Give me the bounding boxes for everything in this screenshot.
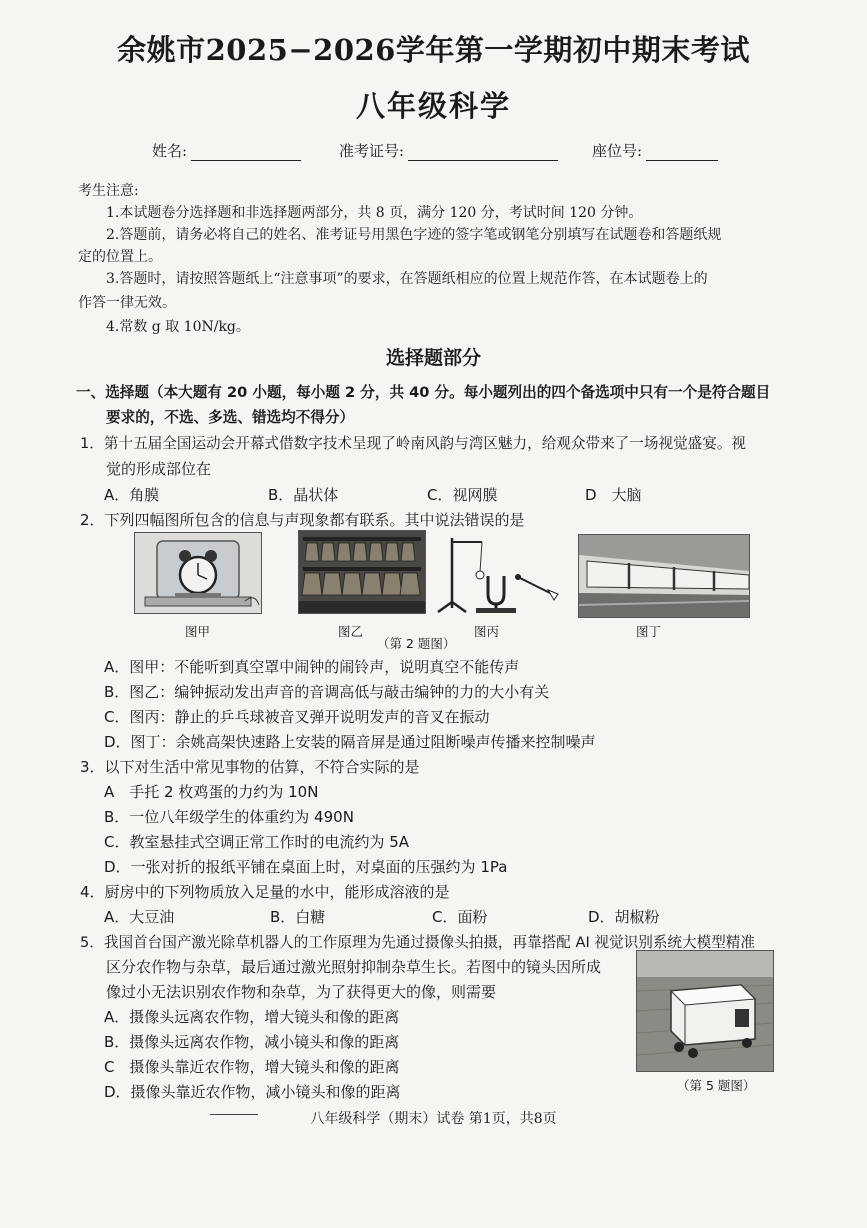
q1-stem: 1．第十五届全国运动会开幕式借数字技术呈现了岭南风韵与湾区魅力，给观众带来了一场视觉盛宴。视 [80, 435, 747, 452]
exam-id-label: 准考证号: [339, 142, 405, 160]
part-heading: 一、选择题（本大题有 20 小题，每小题 2 分，共 40 分。每小题列出的四个备选项中只有一个是符合题目 [76, 384, 771, 401]
q3-option-d: D．一张对折的报纸平铺在桌面上时，对桌面的压强约为 1Pa [104, 858, 508, 876]
q1-option-d: D 大脑 [585, 486, 642, 504]
exam-title: 余姚市2025−2026学年第一学期初中期末考试 [117, 33, 750, 67]
q5-stem-cont: 区分农作物与杂草，最后通过激光照射抑制杂草生长。若图中的镜头因所成 [106, 958, 602, 976]
figure-yi-label: 图乙 [338, 624, 364, 639]
figure-q5-robot [636, 950, 774, 1072]
figure-ding-label: 图丁 [636, 624, 662, 639]
section-title: 选择题部分 [385, 347, 481, 369]
notice-item: 2.答题前，请务必将自己的姓名、准考证号用黑色字迹的签字笔或钢笔分别填写在试题卷和答题纸规 [106, 227, 722, 243]
q5-stem-cont2: 像过小无法识别农作物和杂草，为了获得更大的像，则需要 [106, 983, 497, 1001]
name-field [152, 140, 301, 161]
figure-jia-label: 图甲 [185, 624, 211, 639]
figure-ding [578, 534, 750, 618]
notice-heading: 考生注意: [78, 183, 139, 199]
figure-yi [298, 530, 426, 614]
q5-option-a: A．摄像头远离农作物，增大镜头和像的距离 [104, 1008, 400, 1026]
q5-option-c: C 摄像头靠近农作物，增大镜头和像的距离 [104, 1058, 400, 1076]
q5-option-b: B．摄像头远离农作物，减小镜头和像的距离 [104, 1033, 400, 1051]
q1-option-b: B．晶状体 [268, 486, 339, 504]
q1-option-c: C．视网膜 [427, 486, 498, 504]
q3-stem: 3．以下对生活中常见事物的估算，不符合实际的是 [80, 758, 420, 776]
part-heading-cont: 要求的，不选、多选、错选均不得分） [106, 409, 355, 426]
q3-option-c: C．教室悬挂式空调正常工作时的电流约为 5A [104, 833, 410, 851]
notice-item: 4.常数 g 取 10N/kg。 [106, 319, 250, 335]
q4-option-b: B．白糖 [270, 908, 326, 926]
q4-option-a: A．大豆油 [104, 908, 175, 926]
figure-bing [430, 532, 566, 614]
figure-jia [134, 532, 262, 614]
q3-option-b: B．一位八年级学生的体重约为 490N [104, 808, 354, 826]
seat-blank [646, 146, 718, 161]
notice-item: 3.答题时，请按照答题纸上“注意事项”的要求，在答题纸相应的位置上规范作答，在本试题卷上的 [106, 271, 708, 287]
seat-label: 座位号: [592, 142, 643, 160]
subject-title: 八年级科学 [355, 89, 511, 123]
seat-field [592, 140, 718, 161]
q2-stem: 2．下列四幅图所包含的信息与声现象都有联系。其中说法错误的是 [80, 511, 525, 529]
name-blank [191, 146, 301, 161]
q5-figure-caption: （第 5 题图） [677, 1078, 756, 1093]
q1-option-a: A．角膜 [104, 486, 160, 504]
notice-item: 作答一律无效。 [78, 295, 176, 311]
q2-option-a: A．图甲：不能听到真空罩中闹钟的闹铃声，说明真空不能传声 [104, 658, 520, 676]
q2-option-d: D．图丁：余姚高架快速路上安装的隔音屏是通过阻断噪声传播来控制噪声 [104, 733, 596, 751]
exam-id-field [339, 140, 558, 161]
name-label: 姓名: [152, 142, 188, 160]
q3-option-a: A 手托 2 枚鸡蛋的力约为 10N [104, 783, 319, 801]
figure-bing-label: 图丙 [474, 624, 500, 639]
q4-option-d: D．胡椒粉 [588, 908, 660, 926]
q2-figure-caption: （第 2 题图） [377, 636, 456, 651]
exam-id-blank [408, 146, 558, 161]
q2-option-c: C．图丙：静止的乒乓球被音叉弹开说明发声的音叉在振动 [104, 708, 490, 726]
q5-option-d: D．摄像头靠近农作物，减小镜头和像的距离 [104, 1083, 401, 1101]
page-footer: 八年级科学（期末）试卷 第1页，共8页 [310, 1111, 557, 1127]
notice-item: 定的位置上。 [78, 249, 162, 265]
q1-stem-cont: 觉的形成部位在 [106, 460, 212, 478]
notice-item: 1.本试题卷分选择题和非选择题两部分，共 8 页，满分 120 分，考试时间 120 分钟。 [106, 205, 643, 221]
q2-option-b: B．图乙：编钟振动发出声音的音调高低与敲击编钟的力的大小有关 [104, 683, 550, 701]
q4-stem: 4．厨房中的下列物质放入足量的水中，能形成溶液的是 [80, 883, 450, 901]
q4-option-c: C．面粉 [432, 908, 488, 926]
q5-stem: 5．我国首台国产激光除草机器人的工作原理为先通过摄像头拍摄，再靠搭配 AI 视觉识别系统大模型精准 [80, 934, 755, 951]
